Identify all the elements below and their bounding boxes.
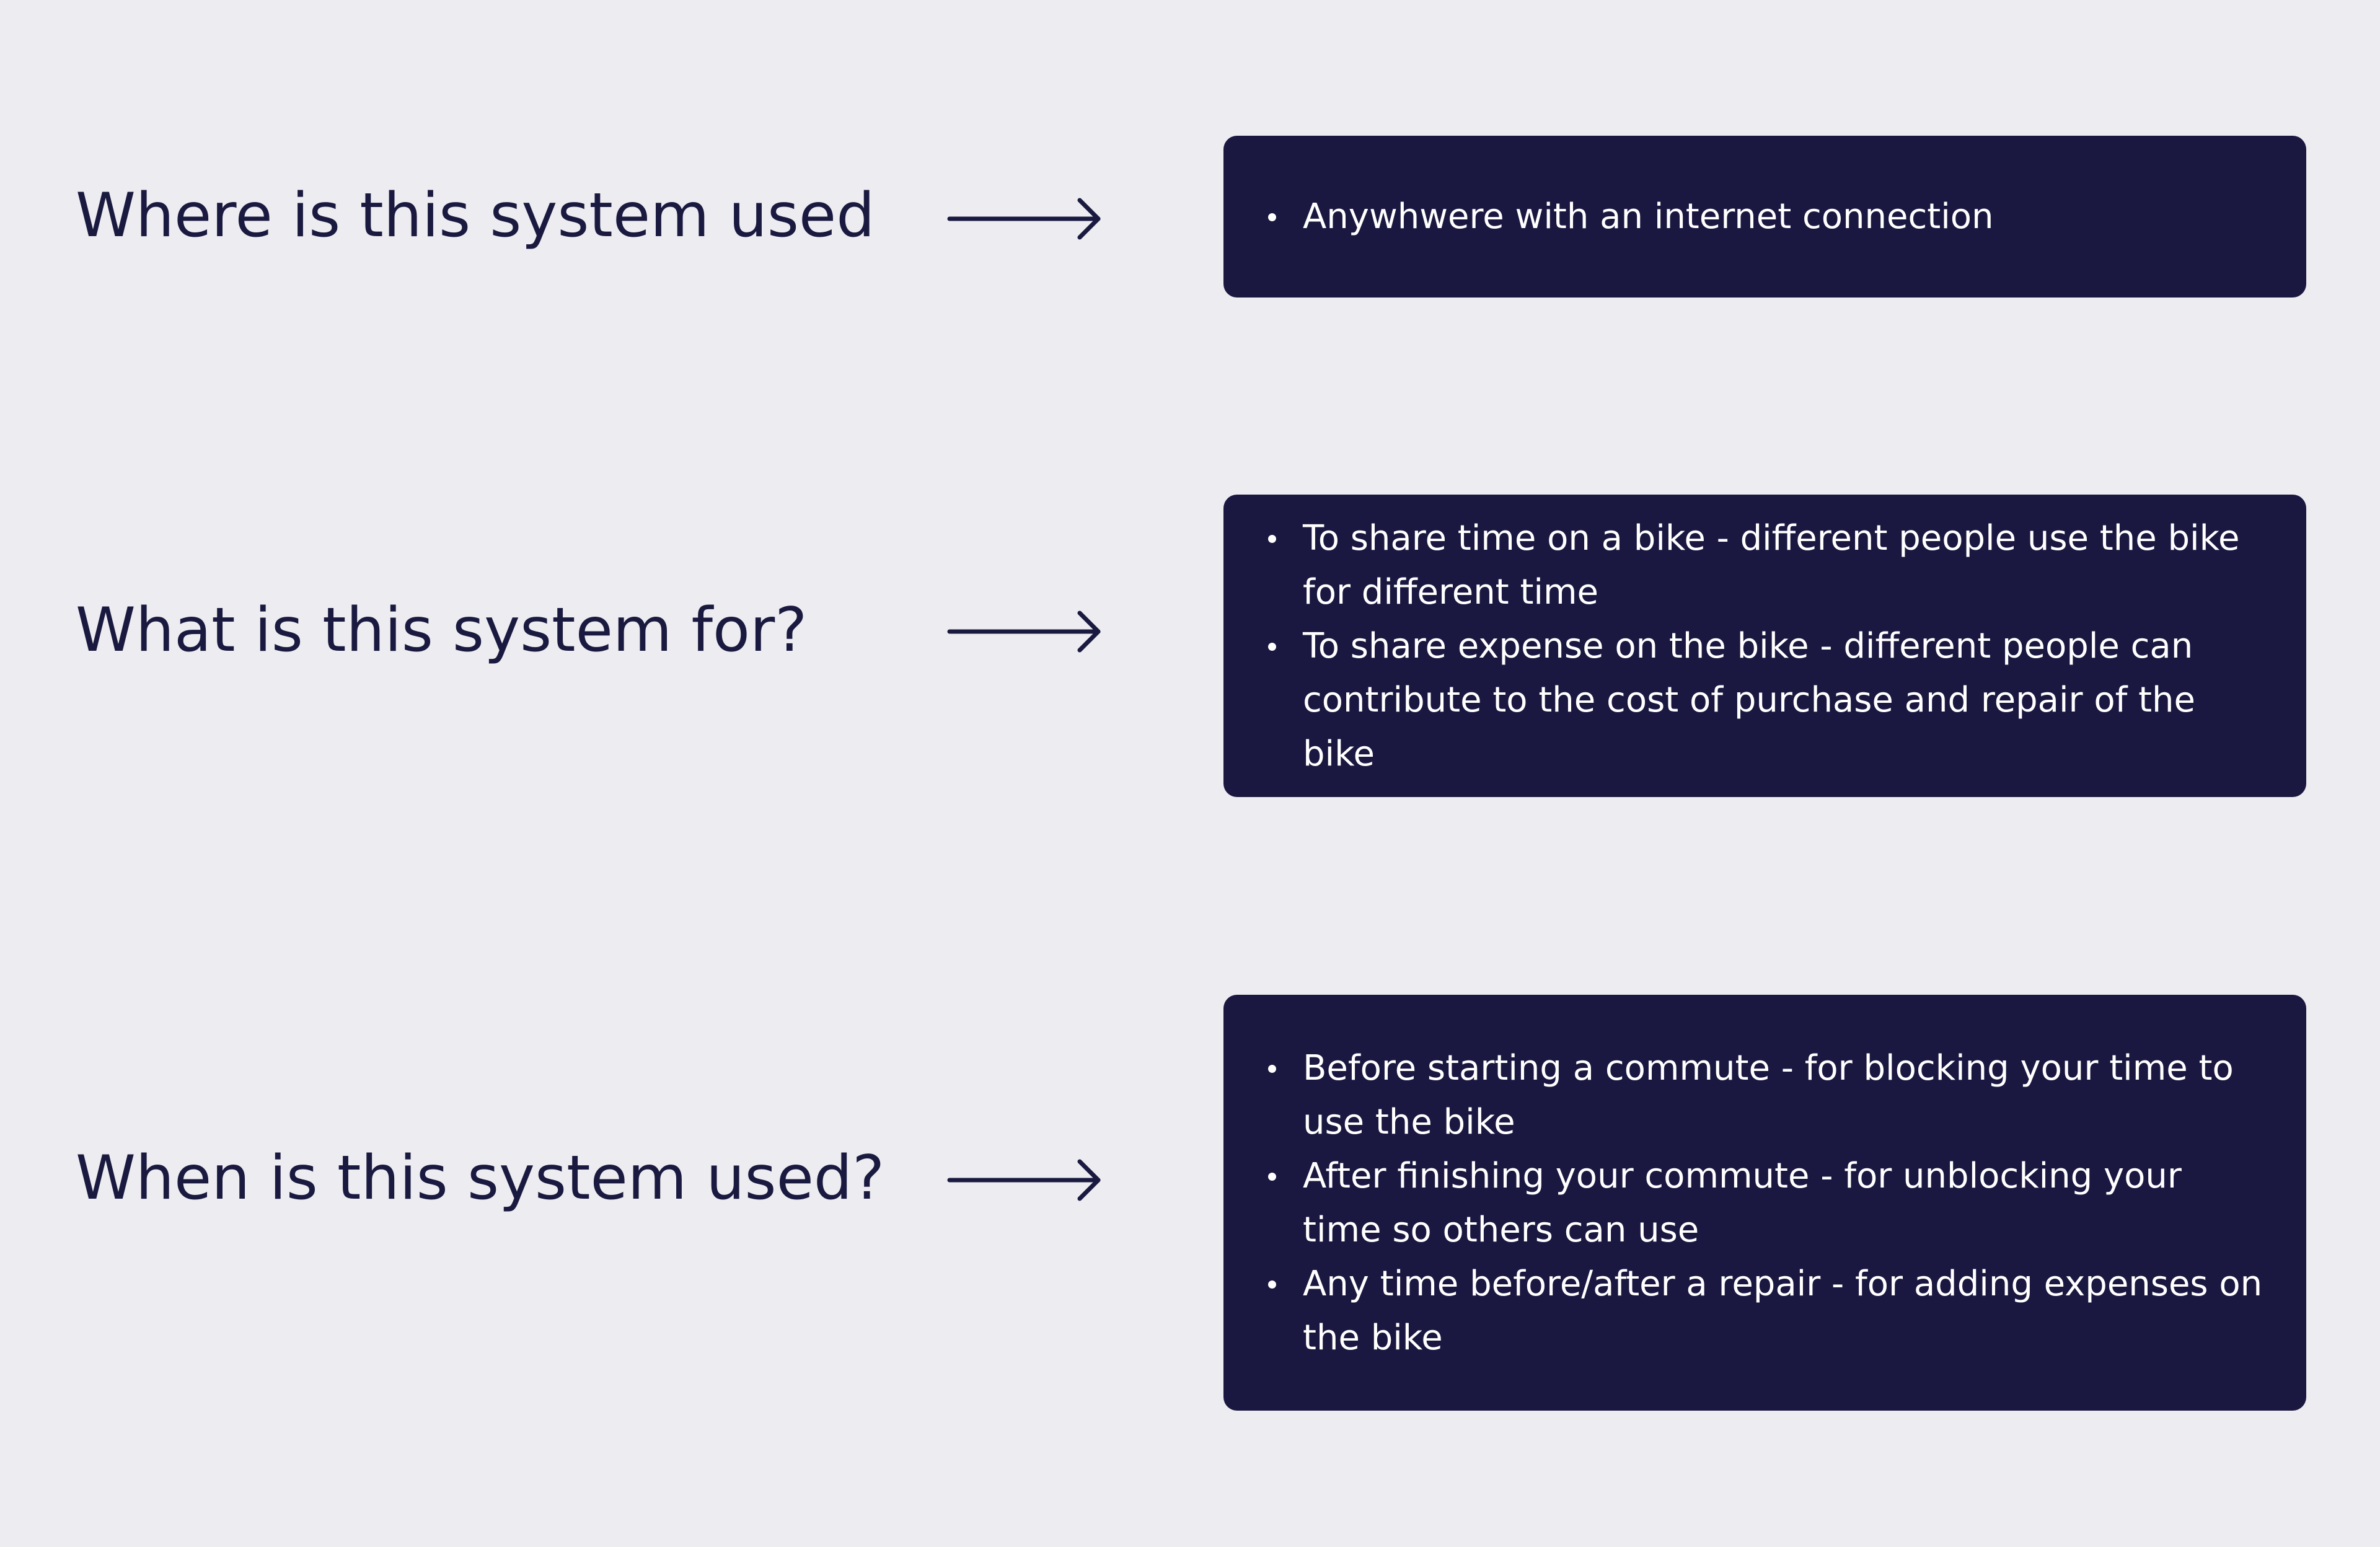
question-when: When is this system used? xyxy=(76,1143,885,1214)
question-what: What is this system for? xyxy=(76,595,808,666)
answer-item: Any time before/after a repair - for adding expenses on the bike xyxy=(1268,1257,2263,1365)
arrow-right-icon xyxy=(947,1152,1103,1208)
answer-list xyxy=(1268,1041,2263,1365)
answer-box-where xyxy=(1223,136,2306,298)
arrow-right-icon xyxy=(947,191,1103,247)
answer-item: To share time on a bike - different people use the bike for different time xyxy=(1268,511,2263,619)
answer-item: Anywhwere with an internet connection xyxy=(1268,190,2263,244)
arrow-right-icon xyxy=(947,604,1103,659)
answer-item: After finishing your commute - for unblocking your time so others can use xyxy=(1268,1149,2263,1257)
answer-list xyxy=(1268,190,2263,244)
answer-box-what xyxy=(1223,495,2306,797)
question-where: Where is this system used xyxy=(76,180,875,251)
answer-item: To share expense on the bike - different people can contribute to the cost of purchase and repair of the bike xyxy=(1268,619,2263,781)
answer-box-when xyxy=(1223,995,2306,1411)
answer-item: Before starting a commute - for blocking your time to use the bike xyxy=(1268,1041,2263,1149)
answer-list xyxy=(1268,511,2263,781)
